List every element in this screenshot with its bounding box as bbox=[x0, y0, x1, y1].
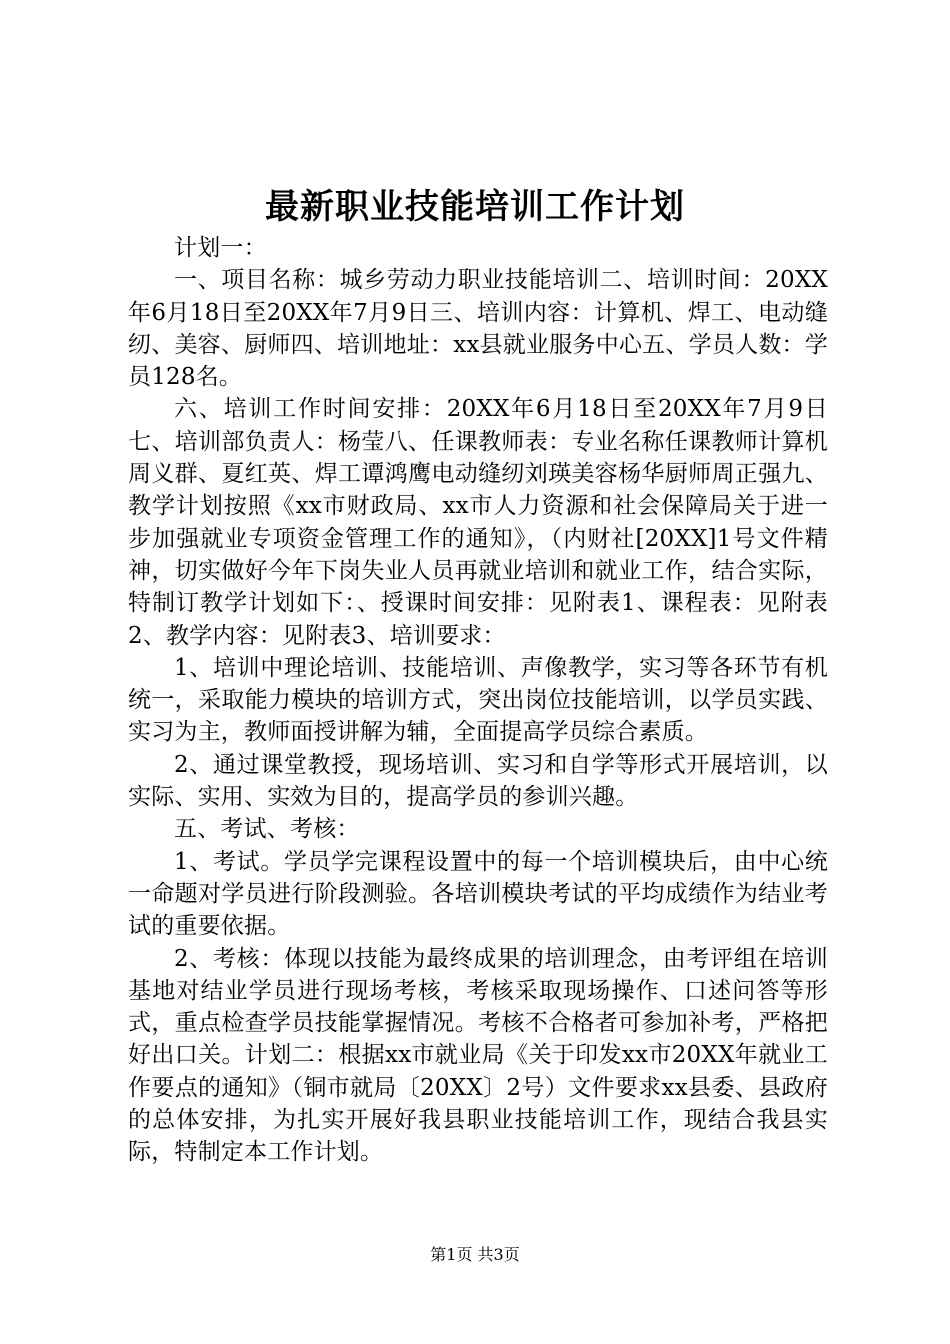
document-title: 最新职业技能培训工作计划 bbox=[265, 187, 685, 227]
paragraph-assessment-and-plan-two: 2、考核：体现以技能为最终成果的培训理念，由考评组在培训基地对结业学员进行现场考核，考核采取现场操作、口述问答等形式，重点检查学员技能掌握情况。考核不合格者可参加补考，严格把好出口关。计划二：根据xx市就业局《关于印发xx市20XX年就业工作要点的通知》（铜市就局〔20XX〕2号）文件要求xx县委、县政府的总体安排，为扎实开展好我县职业技能培训工作，现结合我县实际，特制定本工作计划。 bbox=[128, 945, 828, 1166]
paragraph-plan-one-heading: 计划一： bbox=[174, 235, 267, 261]
page-footer: 第1页 共3页 bbox=[430, 1245, 520, 1264]
paragraph-project-overview: 一、项目名称：城乡劳动力职业技能培训二、培训时间：20XX年6月18日至20XX年7月9日三、培训内容：计算机、焊工、电动缝纫、美容、厨师四、培训地址：xx县就业服务中心五、学员人数：学员128名。 bbox=[128, 267, 828, 391]
paragraph-exam-heading: 五、考试、考核： bbox=[174, 816, 360, 843]
paragraph-schedule-and-teachers: 六、培训工作时间安排：20XX年6月18日至20XX年7月9日七、培训部负责人：杨莹八、任课教师表：专业名称任课教师计算机周义群、夏红英、焊工谭鸿鹰电动缝纫刘瑛美容杨华厨师周正强九、教学计划按照《xx市财政局、xx市人力资源和社会保障局关于进一步加强就业专项资金管理工作的通知》，（内财社[20XX]1号文件精神，切实做好今年下岗失业人员再就业培训和就业工作，结合实际，特制订教学计划如下：、授课时间安排：见附表1、课程表：见附表2、教学内容：见附表3、培训要求： bbox=[128, 396, 828, 649]
paragraph-requirement-2: 2、通过课堂教授，现场培训、实习和自学等形式开展培训，以实际、实用、实效为目的，提高学员的参训兴趣。 bbox=[128, 751, 828, 811]
paragraph-requirement-1: 1、培训中理论培训、技能培训、声像教学，实习等各环节有机统一，采取能力模块的培训方式，突出岗位技能培训，以学员实践、实习为主，教师面授讲解为辅，全面提高学员综合素质。 bbox=[128, 654, 828, 746]
document-body bbox=[128, 232, 828, 1169]
paragraph-exam: 1、考试。学员学完课程设置中的每一个培训模块后，由中心统一命题对学员进行阶段测验。各培训模块考试的平均成绩作为结业考试的重要依据。 bbox=[128, 848, 828, 940]
